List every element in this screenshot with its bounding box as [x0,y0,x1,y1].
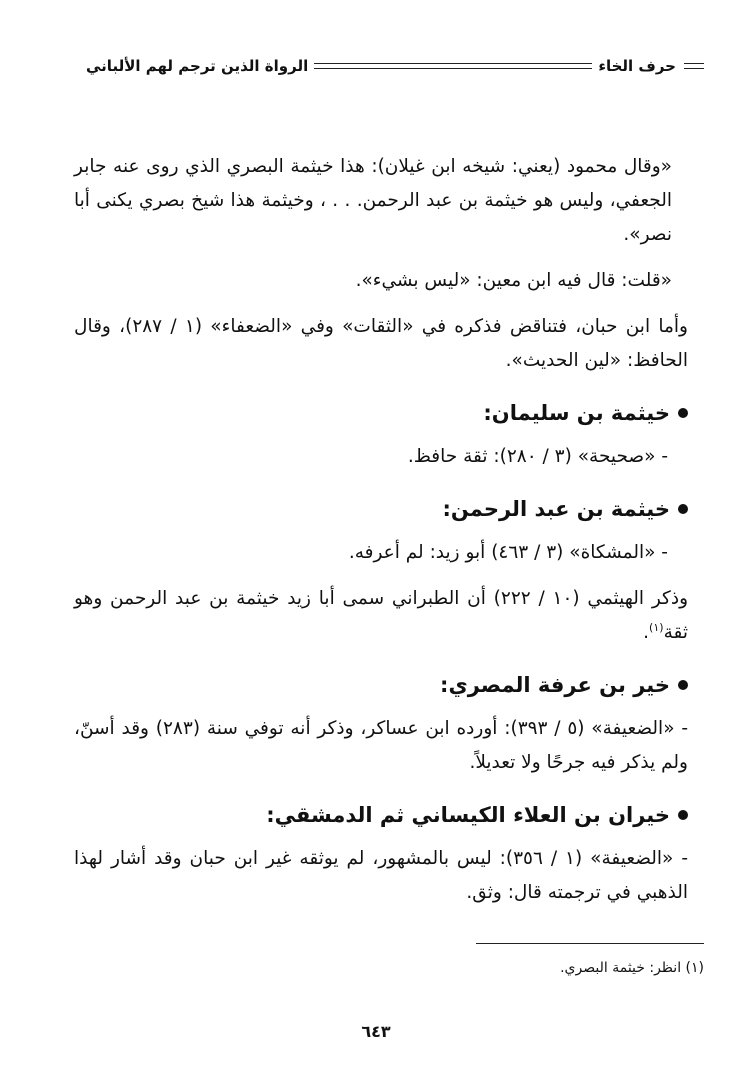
entry-name: خيران بن العلاء الكيساني ثم الدمشقي: [266,803,670,827]
running-header [86,54,704,78]
entry-line: - «الضعيفة» (٥ / ٣٩٣): أورده ابن عساكر، وذكر أنه توفي سنة (٢٨٣) وقد أسنّ، ولم يذكر فيه جرحًا ولا تعديلاً. [74,718,688,773]
chapter-title: حرف الخاء [598,57,676,75]
header-rule-middle [314,63,592,69]
page-body [74,150,688,922]
bullet-icon [678,504,688,514]
entry-extra-text: وذكر الهيثمي (١٠ / ٢٢٢) أن الطبراني سمى أبا زيد خيثمة بن عبد الرحمن وهو ثقة [74,588,688,643]
entry-heading [74,396,688,430]
entry-line: - «صحيحة» (٣ / ٢٨٠): ثقة حافظ. [407,446,668,467]
ibn-hibban-paragraph: وأما ابن حبان، فتناقض فذكره في «الثقات» وفي «الضعفاء» (١ / ٢٨٧)، وقال الحافظ: «لين الحديث». [74,316,688,371]
intro-quote: «وقال محمود (يعني: شيخه ابن غيلان): هذا خيثمة البصري الذي روى عنه جابر الجعفي، وليس هو خيثمة بن عبد الرحمن. . . ، وخيثمة هذا شيخ بصري يكنى أبا نصر». [74,156,672,245]
entry-name: خيثمة بن سليمان: [483,401,670,425]
entry-name: خير بن عرفة المصري: [440,673,670,697]
book-title: الرواة الذين ترجم لهم الألباني [86,57,309,75]
entry-extra-paragraph [74,582,688,650]
bullet-icon [678,408,688,418]
footnote: (١) انظر: خيثمة البصري. [560,960,704,976]
footnote-marker[interactable]: (١) [649,620,664,634]
entry-heading [74,492,688,526]
entry-name: خيثمة بن عبد الرحمن: [442,497,670,521]
entry-heading [74,668,688,702]
bullet-icon [678,680,688,690]
entry-line: - «المشكاة» (٣ / ٤٦٣) أبو زيد: لم أعرفه. [348,542,668,563]
footnote-divider [476,943,704,944]
intro-note: «قلت: قال فيه ابن معين: «ليس بشيء». [355,270,672,291]
entry-extra-end: . [643,622,650,643]
header-rule-right [684,63,704,69]
entry-line: - «الضعيفة» (١ / ٣٥٦): ليس بالمشهور، لم يوثقه غير ابن حبان وقد أشار لهذا الذهبي في ترجمته قال: وثق. [74,848,688,903]
bullet-icon [678,810,688,820]
page-number: ٦٤٣ [361,1022,391,1041]
entry-heading [74,798,688,832]
